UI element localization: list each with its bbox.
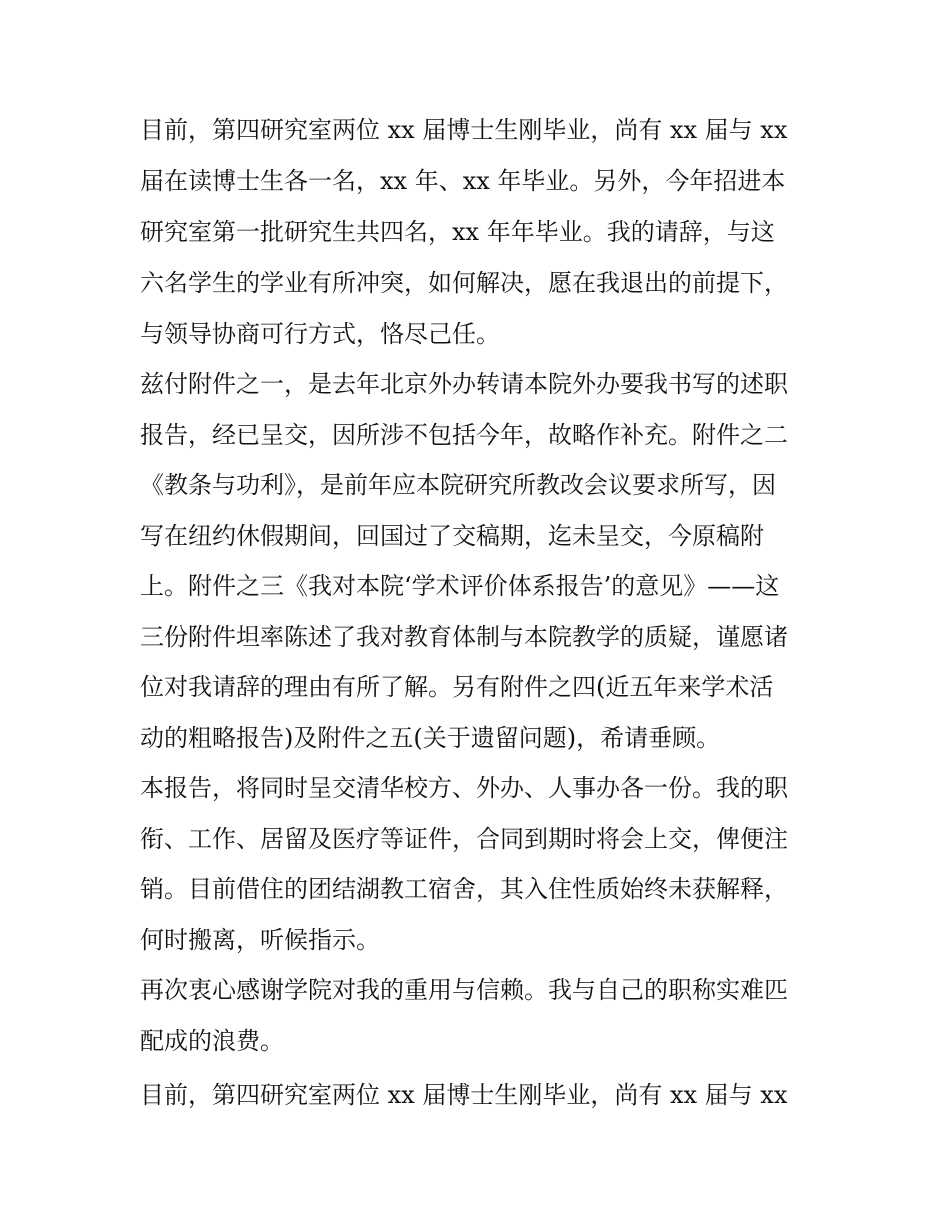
text-line: 与领导协商可行方式，恪尽己任。 xyxy=(140,320,500,348)
text-line: 《教条与功利》，是前年应本院研究所教改会议要求所写，因 xyxy=(140,471,776,499)
text-line: 目前，第四研究室两位 xx 届博士生刚毕业，尚有 xx 届与 xx xyxy=(140,1081,788,1109)
text-line: 销。目前借住的团结湖教工宿舍，其入住性质始终未获解释， xyxy=(140,875,788,903)
text-line: 配成的浪费。 xyxy=(140,1027,284,1055)
text-line: 上。附件之三《我对本院‘学术评价体系报告’的意见》——这 xyxy=(140,572,780,600)
text-line: 兹付附件之一，是去年北京外办转请本院外办要我书写的述职 xyxy=(140,370,788,398)
text-line: 研究室第一批研究生共四名，xx 年年毕业。我的请辞，与这 xyxy=(140,218,775,246)
text-line: 位对我请辞的理由有所了解。另有附件之四(近五年来学术活 xyxy=(140,673,774,701)
text-line: 衔、工作、居留及医疗等证件，合同到期时将会上交，俾便注 xyxy=(140,825,788,853)
text-line: 何时搬离，听候指示。 xyxy=(140,926,380,954)
text-line: 届在读博士生各一名，xx 年、xx 年毕业。另外，今年招进本 xyxy=(140,167,786,195)
text-line: 本报告，将同时呈交清华校方、外办、人事办各一份。我的职 xyxy=(140,774,788,802)
text-line: 写在纽约休假期间，回国过了交稿期，迄未呈交，今原稿附 xyxy=(140,522,764,550)
text-line: 目前，第四研究室两位 xx 届博士生刚毕业，尚有 xx 届与 xx xyxy=(140,116,788,144)
text-line: 再次衷心感谢学院对我的重用与信赖。我与自己的职称实难匹 xyxy=(140,976,788,1004)
text-line: 报告，经已呈交，因所涉不包括今年，故略作补充。附件之二 xyxy=(140,421,788,449)
text-line: 三份附件坦率陈述了我对教育体制与本院教学的质疑，谨愿诸 xyxy=(140,623,788,651)
text-line: 六名学生的学业有所冲突，如何解决，愿在我退出的前提下， xyxy=(140,269,788,297)
text-line: 动的粗略报告)及附件之五(关于遗留问题)，希请垂顾。 xyxy=(140,724,721,752)
